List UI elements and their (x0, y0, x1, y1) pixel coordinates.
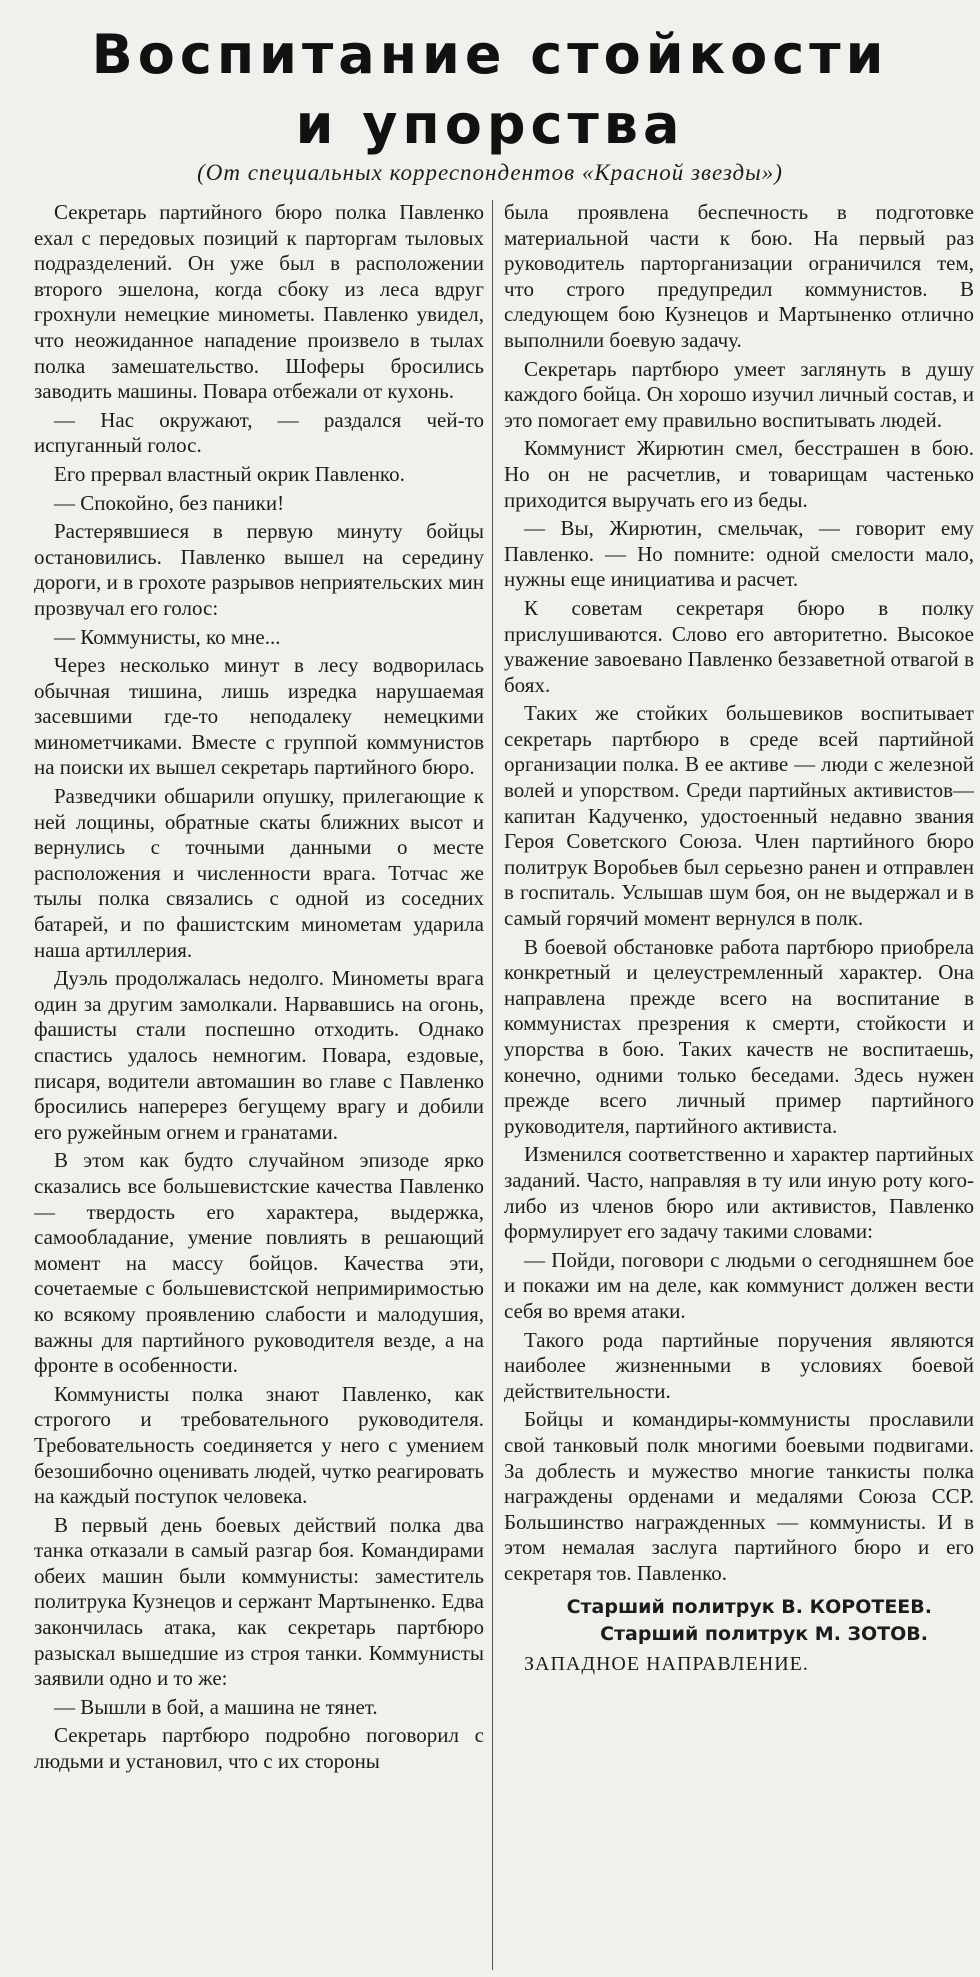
paragraph: была проявлена беспечность в подготовке материальной части к бою. На первый раз руководитель парторганизации ограничился тем, что строго предупредил коммунистов. В следующем бою Кузнецов и Мартыненко отлично выполнили боевую задачу. (504, 200, 974, 352)
article-title-line-2: и упорства (295, 93, 685, 156)
column-left (34, 200, 484, 1977)
paragraph: Через несколько минут в лесу водворилась обычная тишина, лишь изредка нарушаемая засевшими где-то неподалеку немецкими минометчиками. Вместе с группой коммунистов на поиски их вышел секретарь партийного бюро. (34, 653, 484, 780)
paragraph: Бойцы и командиры-коммунисты прославили свой танковый полк многими боевыми подвигами. За доблесть и мужество многие танкисты полка награждены орденами и медалями Союза ССР. Большинство награжденных — коммунисты. И в этом немалая заслуга партийного бюро и его секретаря тов. Павленко. (504, 1407, 974, 1585)
column-right (504, 200, 974, 1977)
paragraph: Изменился соответственно и характер партийных заданий. Часто, направляя в ту или иную роту кого-либо из членов бюро или активистов, Павленко формулирует его задачу такими словами: (504, 1142, 974, 1244)
dateline: ЗАПАДНОЕ НАПРАВЛЕНИЕ. (524, 1653, 809, 1676)
paragraph: Таких же стойких большевиков воспитывает секретарь партбюро в среде всей партийной организации полка. В ее активе — люди с железной волей и упорством. Среди партийных активистов—капитан Кадученко, удостоенный недавно звания Героя Советского Союза. Член партийного бюро политрук Воробьев был серьезно ранен и отправлен в госпиталь. Услышав шум боя, он не выдержал и в самый горячий момент вернулся в полк. (504, 701, 974, 931)
paragraph: В боевой обстановке работа партбюро приобрела конкретный и целеустремленный характер. Она направлена прежде всего на воспитание в коммунистах презрения к смерти, стойкости и упорства в бою. Таких качеств не воспитаешь, конечно, одними только беседами. Здесь нужен прежде всего личный пример партийного руководителя, партийного активиста. (504, 934, 974, 1138)
paragraph: Коммунисты полка знают Павленко, как строгого и требовательного руководителя. Требовательность соединяется у него с умением безошибочно оценивать людей, чутко реагировать на каждый поступок человека. (34, 1381, 484, 1509)
column-divider (492, 200, 493, 1970)
paragraph: Коммунист Жирютин смел, бесстрашен в бою. Но он не расчетлив, и товарищам частенько приходится выручать его из беды. (504, 436, 974, 512)
paragraph: — Вы, Жирютин, смельчак, — говорит ему Павленко. — Но помните: одной смелости мало, нужны еще инициатива и расчет. (504, 516, 974, 592)
paragraph: Секретарь партийного бюро полка Павленко ехал с передовых позиций к парторгам тыловых подразделений. Он уже был в расположении второго эшелона, когда сбоку из леса вдруг грохнули немецкие минометы. Павленко увидел, что неожиданное нападение произвело в тылах полка замешательство. Шоферы бросились заводить машины. Повара отбежали от кухонь. (34, 200, 484, 404)
paragraph: В этом как будто случайном эпизоде ярко сказались все большевистские качества Павленко — твердость его характера, выдержка, самообладание, умение повлиять в решающий момент на массу бойцов. Качества эти, сочетаемые с большевистской непримиримостью ко всякому проявлению слабости и малодушия, важны для партийного руководителя везде, а на фронте в особенности. (34, 1148, 484, 1378)
paragraph: Его прервал властный окрик Павленко. (54, 461, 405, 486)
paragraph: — Спокойно, без паники! (54, 490, 285, 515)
author-signature-1: Старший политрук В. КОРОТЕЕВ. (566, 1596, 932, 1619)
paragraph: Секретарь партбюро умеет заглянуть в душу каждого бойца. Он хорошо изучил личный состав, и это помогает ему правильно воспитывать людей. (504, 356, 974, 432)
paragraph: — Пойди, поговори с людьми о сегодняшнем бое и покажи им на деле, как коммунист должен вести себя во время атаки. (504, 1247, 974, 1323)
paragraph: — Нас окружают, — раздался чей-то испуганный голос. (34, 407, 484, 458)
paragraph: — Вышли в бой, а машина не тянет. (54, 1694, 378, 1719)
paragraph: — Коммунисты, ко мне... (54, 624, 281, 649)
author-signature-2: Старший политрук М. ЗОТОВ. (600, 1623, 928, 1646)
paragraph: К советам секретаря бюро в полку прислушиваются. Слово его авторитетно. Высокое уважение завоевано Павленко беззаветной отвагой в боях. (504, 595, 974, 697)
paragraph: В первый день боевых действий полка два танка отказали в самый разгар боя. Командирами обеих машин были коммунисты: заместитель политрука Кузнецов и сержант Мартыненко. Едва закончилась атака, как секретарь партбюро разыскал вышедшие из строя танки. Коммунисты заявили одно и то же: (34, 1512, 484, 1691)
paragraph: Дуэль продолжалась недолго. Минометы врага один за другим замолкали. Нарвавшись на огонь, фашисты стали поспешно отходить. Однако спастись удалось немногим. Повара, ездовые, писаря, водители автомашин во главе с Павленко бросились наперерез бегущему врагу и добили его ружейным огнем и гранатами. (34, 966, 484, 1144)
article-title-line-1: Воспитание стойкости (91, 23, 889, 86)
paragraph: Разведчики обшарили опушку, прилегающие к ней лощины, обратные скаты ближних высот и вернулись с точными данными о месте расположения и численности врага. Тотчас же тылы полка связались с одной из соседних батарей, и по фашистским минометам ударила наша артиллерия. (34, 784, 484, 962)
paragraph: Такого рода партийные поручения являются наиболее жизненными в условиях боевой действительности. (504, 1327, 974, 1403)
paragraph: Растерявшиеся в первую минуту бойцы остановились. Павленко вышел на середину дороги, и в грохоте разрывов неприятельских мин прозвучал его голос: (34, 519, 484, 620)
article-byline: (От специальных корреспондентов «Красной звезды») (197, 160, 783, 185)
paragraph: Секретарь партбюро подробно поговорил с людьми и установил, что с их стороны (34, 1723, 484, 1774)
